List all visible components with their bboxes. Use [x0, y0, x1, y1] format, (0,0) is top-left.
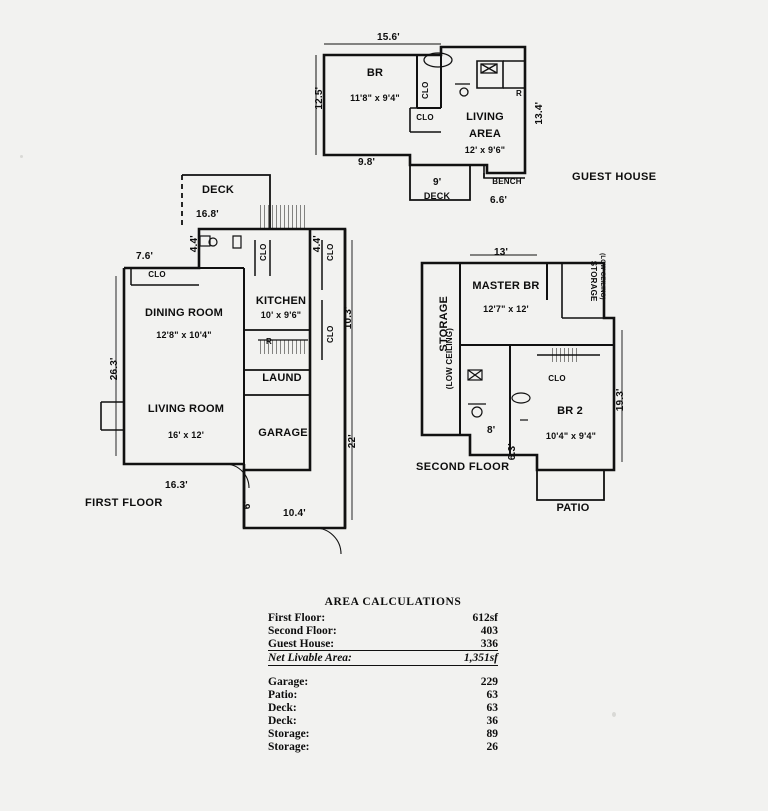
table-row — [268, 611, 498, 624]
room-guesthouse-living-2: AREA — [469, 128, 501, 140]
dim-first-deck-width: 16.8' — [196, 209, 219, 220]
table-row — [268, 702, 498, 715]
area-value-patio: 63 — [486, 689, 498, 701]
page-top-crop — [186, 0, 446, 6]
room-second-clo: CLO — [548, 374, 566, 383]
room-second-br2-size: 10'4" x 9'4" — [545, 431, 597, 441]
dim-second-right: 19.3' — [614, 388, 626, 412]
area-value-storage-1: 89 — [486, 728, 498, 740]
dim-guesthouse-bottom-left: 9.8' — [358, 157, 376, 168]
room-second-patio: PATIO — [556, 502, 590, 514]
room-first-clo-2: CLO — [258, 243, 268, 261]
table-row — [268, 689, 498, 702]
dim-first-garage-bottom: 10.4' — [283, 508, 306, 519]
scan-artifact — [612, 712, 616, 717]
room-first-deck: DECK — [202, 184, 234, 196]
area-label-second-floor: Second Floor: — [268, 624, 337, 637]
dim-first-left-upper: 7.6' — [136, 251, 154, 262]
dim-guesthouse-right: 13.4' — [533, 101, 545, 125]
room-guesthouse-br: BR — [366, 67, 384, 79]
dim-first-garage-left-small: 6' — [241, 500, 253, 510]
room-guesthouse-r: R — [516, 89, 522, 98]
table-row — [268, 728, 498, 741]
dim-first-jog-a: 4.4' — [188, 235, 200, 253]
room-first-clo-3: CLO — [325, 243, 335, 261]
dim-first-bottom: 16.3' — [165, 480, 188, 491]
room-first-living: LIVING ROOM — [147, 403, 225, 415]
dim-first-left-total: 26.3' — [108, 357, 120, 381]
area-calculations-table — [268, 611, 498, 754]
room-first-living-size: 16' x 12' — [167, 430, 205, 440]
room-guesthouse-clo-2: CLO — [420, 81, 430, 99]
table-row — [268, 741, 498, 754]
room-second-br2: BR 2 — [557, 405, 583, 417]
room-guesthouse-living: LIVING — [466, 111, 504, 123]
room-first-kitchen: KITCHEN — [255, 295, 307, 307]
table-spacer — [268, 665, 498, 676]
area-label-garage: Garage: — [268, 676, 309, 688]
room-guesthouse-br-size: 11'8" x 9'4" — [350, 93, 400, 103]
area-value-guest-house: 336 — [426, 637, 498, 651]
area-label-net-livable: Net Livable Area: — [268, 651, 426, 666]
area-value-first-floor: 612sf — [472, 611, 498, 624]
room-first-clo-1: CLO — [148, 270, 166, 279]
dim-guesthouse-deck-width: 9' — [433, 177, 442, 188]
room-first-garage: GARAGE — [258, 427, 308, 439]
room-first-dining-size: 12'8" x 10'4" — [156, 330, 212, 340]
dim-first-kitchen-right: 10.3' — [342, 306, 354, 330]
dim-first-jog-b: 4.4' — [311, 235, 323, 253]
room-guesthouse-deck: DECK — [423, 191, 451, 201]
room-guesthouse-living-size: 12' x 9'6" — [464, 145, 506, 155]
area-calculations-block — [268, 596, 518, 754]
area-value-storage-2: 26 — [486, 741, 498, 753]
section-label-second-floor: SECOND FLOOR — [416, 461, 510, 473]
room-first-kitchen-size: 10' x 9'6" — [260, 310, 302, 320]
dim-first-garage-right: 22' — [346, 434, 358, 449]
table-row — [268, 637, 498, 651]
dim-guesthouse-bottom-right: 6.6' — [490, 195, 508, 206]
area-calculations-title: AREA CALCULATIONS — [324, 596, 462, 608]
room-second-master-br: MASTER BR — [472, 280, 540, 292]
area-value-net-livable: 1,351sf — [426, 651, 498, 666]
room-first-dining: DINING ROOM — [145, 307, 223, 319]
scan-artifact — [20, 155, 23, 158]
table-row — [268, 715, 498, 728]
room-second-storage-2: STORAGE — [589, 260, 599, 302]
room-first-clo-4: CLO — [325, 325, 335, 343]
area-value-deck-2: 36 — [486, 715, 498, 727]
area-label-storage-2: Storage: — [268, 741, 310, 753]
area-label-patio: Patio: — [268, 689, 298, 701]
room-second-master-br-size: 12'7" x 12' — [483, 304, 529, 314]
dim-second-bottom-left: 8' — [487, 425, 496, 436]
area-value-second-floor: 403 — [480, 624, 498, 637]
area-label-deck-2: Deck: — [268, 715, 297, 727]
area-label-first-floor: First Floor: — [268, 611, 326, 624]
area-label-deck-1: Deck: — [268, 702, 297, 714]
table-row — [268, 624, 498, 637]
room-second-storage-2-note: (LOW CEILING) — [599, 253, 606, 300]
dim-second-bottom-jog: 6.3' — [506, 443, 518, 461]
table-row — [268, 651, 498, 666]
room-second-storage-1: STORAGE — [438, 295, 451, 352]
area-value-deck-1: 63 — [486, 702, 498, 714]
room-second-storage-1-note: (LOW CEILING) — [444, 327, 454, 390]
dim-guesthouse-top: 15.6' — [377, 32, 400, 43]
section-label-first-floor: FIRST FLOOR — [85, 497, 163, 509]
dim-second-top: 13' — [494, 247, 509, 258]
table-row — [268, 676, 498, 689]
room-guesthouse-clo-1: CLO — [416, 113, 434, 122]
room-first-r: R — [266, 337, 272, 346]
room-guesthouse-bench: BENCH — [492, 177, 522, 186]
area-label-guest-house: Guest House: — [268, 637, 426, 651]
dim-guesthouse-left: 12.5' — [313, 86, 325, 110]
room-first-laund: LAUND — [262, 372, 302, 384]
section-label-guest-house: GUEST HOUSE — [572, 171, 657, 183]
area-label-storage-1: Storage: — [268, 728, 310, 740]
area-value-garage: 229 — [480, 676, 498, 688]
